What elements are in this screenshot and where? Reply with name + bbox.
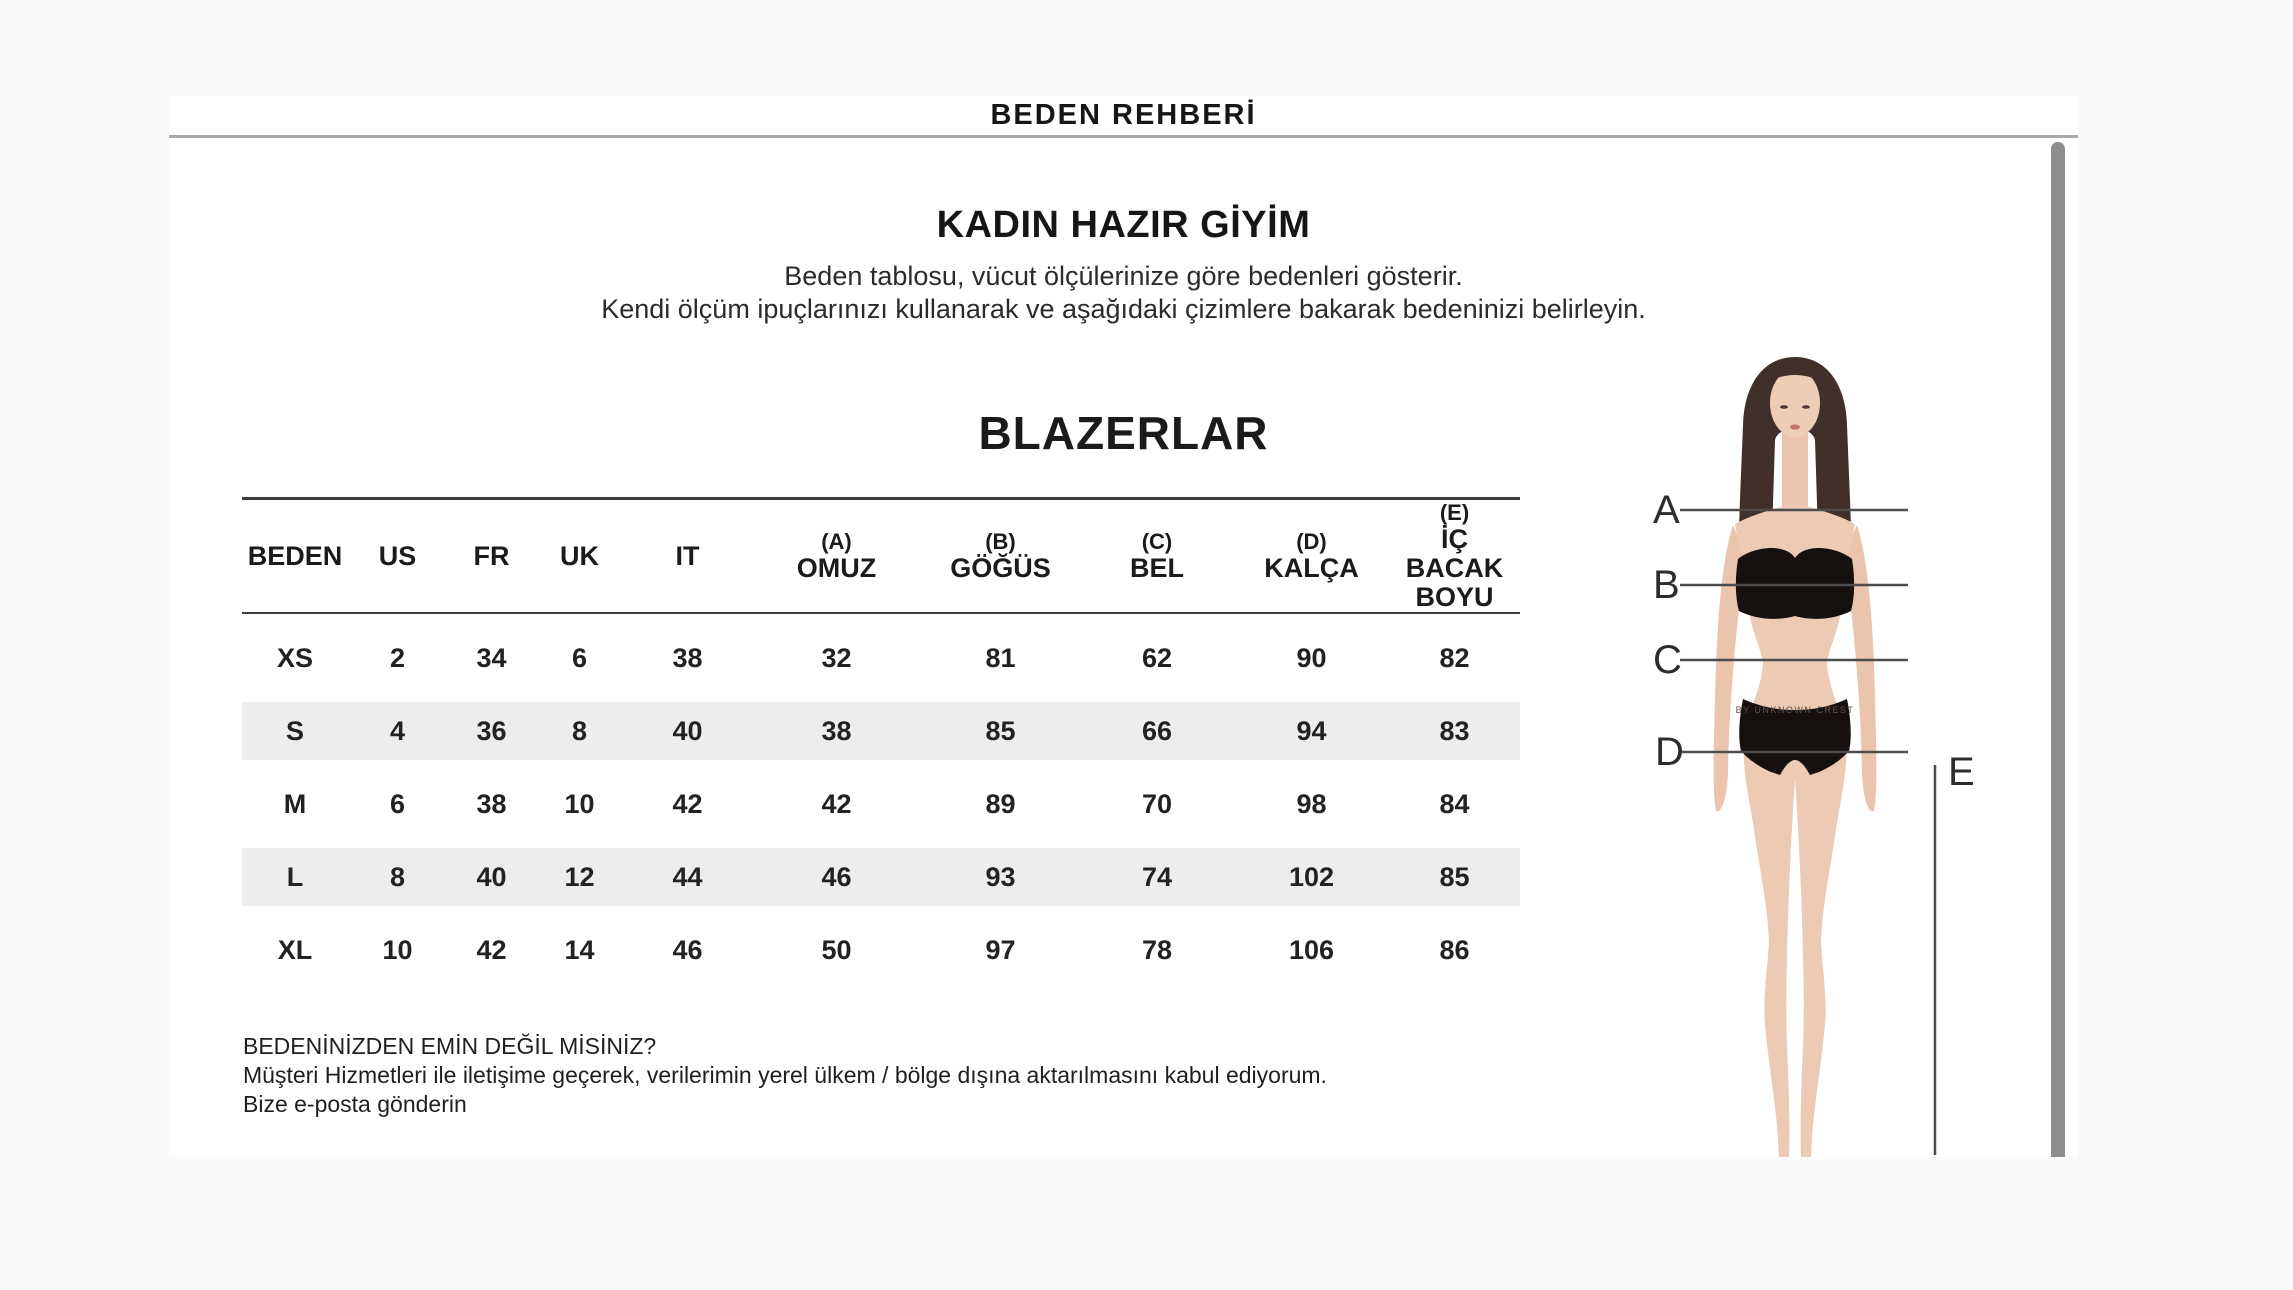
right-eye bbox=[1802, 405, 1810, 409]
cell-bel: 78 bbox=[1141, 934, 1173, 965]
cell-uk: 12 bbox=[536, 848, 623, 906]
cell-fr: 40 bbox=[447, 848, 536, 906]
cell-kalca: 106 bbox=[1288, 934, 1335, 965]
col-header-it: IT bbox=[623, 497, 752, 614]
col-header-bel: (C) BEL bbox=[1080, 497, 1234, 614]
cell-kalca: 94 bbox=[1234, 702, 1389, 760]
cell-uk: 8 bbox=[536, 702, 623, 760]
table-row-m bbox=[242, 775, 1520, 833]
cell-ic-bacak: 84 bbox=[1439, 788, 1470, 819]
cell-omuz: 32 bbox=[821, 642, 852, 673]
cell-it: 44 bbox=[623, 848, 752, 906]
cell-it: 38 bbox=[672, 642, 703, 673]
cell-gogus: 85 bbox=[921, 702, 1080, 760]
left-eye bbox=[1780, 405, 1788, 409]
measure-label-d: D bbox=[1655, 730, 1684, 774]
cell-gogus: 93 bbox=[921, 848, 1080, 906]
col-header-gogus: (B) GÖĞÜS bbox=[921, 497, 1080, 614]
vertical-scrollbar-thumb[interactable] bbox=[2051, 142, 2065, 1157]
cell-fr: 36 bbox=[447, 702, 536, 760]
cell-ic-bacak: 83 bbox=[1389, 702, 1520, 760]
cell-us: 8 bbox=[348, 848, 447, 906]
col-header-omuz: (A) OMUZ bbox=[752, 497, 921, 614]
email-us-link[interactable]: Bize e-posta gönderin bbox=[243, 1091, 467, 1117]
footer-note bbox=[243, 1032, 1327, 1119]
cell-it: 42 bbox=[672, 788, 703, 819]
cell-bel: 70 bbox=[1141, 788, 1173, 819]
footer-heading: BEDENİNİZDEN EMİN DEĞİL MİSİNİZ? bbox=[243, 1033, 657, 1059]
neck bbox=[1782, 425, 1808, 511]
size-label: XL bbox=[277, 934, 313, 965]
col-header-uk: UK bbox=[536, 497, 623, 614]
table-title: BLAZERLAR bbox=[978, 407, 1269, 459]
cell-omuz: 38 bbox=[752, 702, 921, 760]
cell-bel: 66 bbox=[1080, 702, 1234, 760]
cell-uk: 14 bbox=[564, 934, 595, 965]
cell-bel: 74 bbox=[1080, 848, 1234, 906]
section-title: KADIN HAZIR GİYİM bbox=[936, 204, 1311, 246]
size-label: S bbox=[242, 702, 348, 760]
panel-header bbox=[169, 96, 2078, 138]
table-header-row bbox=[242, 497, 1520, 614]
size-table bbox=[242, 482, 1520, 994]
table-row-xs bbox=[242, 629, 1520, 687]
measure-label-b: B bbox=[1653, 563, 1680, 607]
cell-kalca: 90 bbox=[1296, 642, 1327, 673]
cell-kalca: 98 bbox=[1296, 788, 1327, 819]
cell-ic-bacak: 82 bbox=[1439, 642, 1470, 673]
cell-bel: 62 bbox=[1141, 642, 1173, 673]
size-label: XS bbox=[276, 642, 314, 673]
subtitle-line-1: Beden tablosu, vücut ölçülerinize göre bedenleri gösterir. bbox=[784, 261, 1463, 291]
table-row-xl bbox=[242, 921, 1520, 979]
measure-label-a: A bbox=[1653, 488, 1680, 532]
size-label: L bbox=[242, 848, 348, 906]
cell-us: 4 bbox=[348, 702, 447, 760]
size-label: M bbox=[283, 788, 307, 819]
section-subtitle bbox=[169, 260, 2078, 326]
cell-us: 2 bbox=[389, 642, 406, 673]
table-row-l bbox=[242, 848, 1520, 906]
col-header-kalca: (D) KALÇA bbox=[1234, 497, 1389, 614]
cell-uk: 10 bbox=[564, 788, 595, 819]
cell-omuz: 46 bbox=[752, 848, 921, 906]
cell-omuz: 50 bbox=[821, 934, 852, 965]
cell-gogus: 81 bbox=[985, 642, 1016, 673]
cell-ic-bacak: 85 bbox=[1389, 848, 1520, 906]
bandeau-top bbox=[1736, 548, 1854, 619]
size-guide-panel bbox=[169, 96, 2078, 1157]
cell-omuz: 42 bbox=[821, 788, 852, 819]
cell-us: 6 bbox=[389, 788, 406, 819]
measure-label-e: E bbox=[1948, 750, 1975, 794]
page-title: BEDEN REHBERİ bbox=[990, 99, 1257, 131]
cell-fr: 34 bbox=[476, 642, 507, 673]
col-header-fr: FR bbox=[447, 497, 536, 614]
cell-fr: 38 bbox=[476, 788, 507, 819]
cell-ic-bacak: 86 bbox=[1439, 934, 1470, 965]
table-row-s bbox=[242, 702, 1520, 760]
waistband-text: BY UNKNOWN CREST bbox=[1735, 705, 1855, 715]
col-header-beden: BEDEN bbox=[242, 497, 348, 614]
cell-gogus: 97 bbox=[985, 934, 1016, 965]
cell-it: 40 bbox=[623, 702, 752, 760]
cell-kalca: 102 bbox=[1234, 848, 1389, 906]
col-header-us: US bbox=[348, 497, 447, 614]
col-header-ic-bacak-boyu: (E) İÇ BACAK BOYU bbox=[1389, 497, 1520, 614]
cell-it: 46 bbox=[672, 934, 703, 965]
subtitle-line-2: Kendi ölçüm ipuçlarınızı kullanarak ve aşağıdaki çizimlere bakarak bedeninizi belirleyin. bbox=[601, 294, 1646, 324]
cell-uk: 6 bbox=[571, 642, 588, 673]
lips bbox=[1790, 424, 1800, 429]
footer-consent-text: Müşteri Hizmetleri ile iletişime geçerek, verilerimin yerel ülkem / bölge dışına aktarılmasını kabul ediyorum. bbox=[243, 1062, 1327, 1088]
measure-label-c: C bbox=[1653, 638, 1682, 682]
cell-fr: 42 bbox=[476, 934, 507, 965]
cell-us: 10 bbox=[382, 934, 413, 965]
cell-gogus: 89 bbox=[985, 788, 1016, 819]
